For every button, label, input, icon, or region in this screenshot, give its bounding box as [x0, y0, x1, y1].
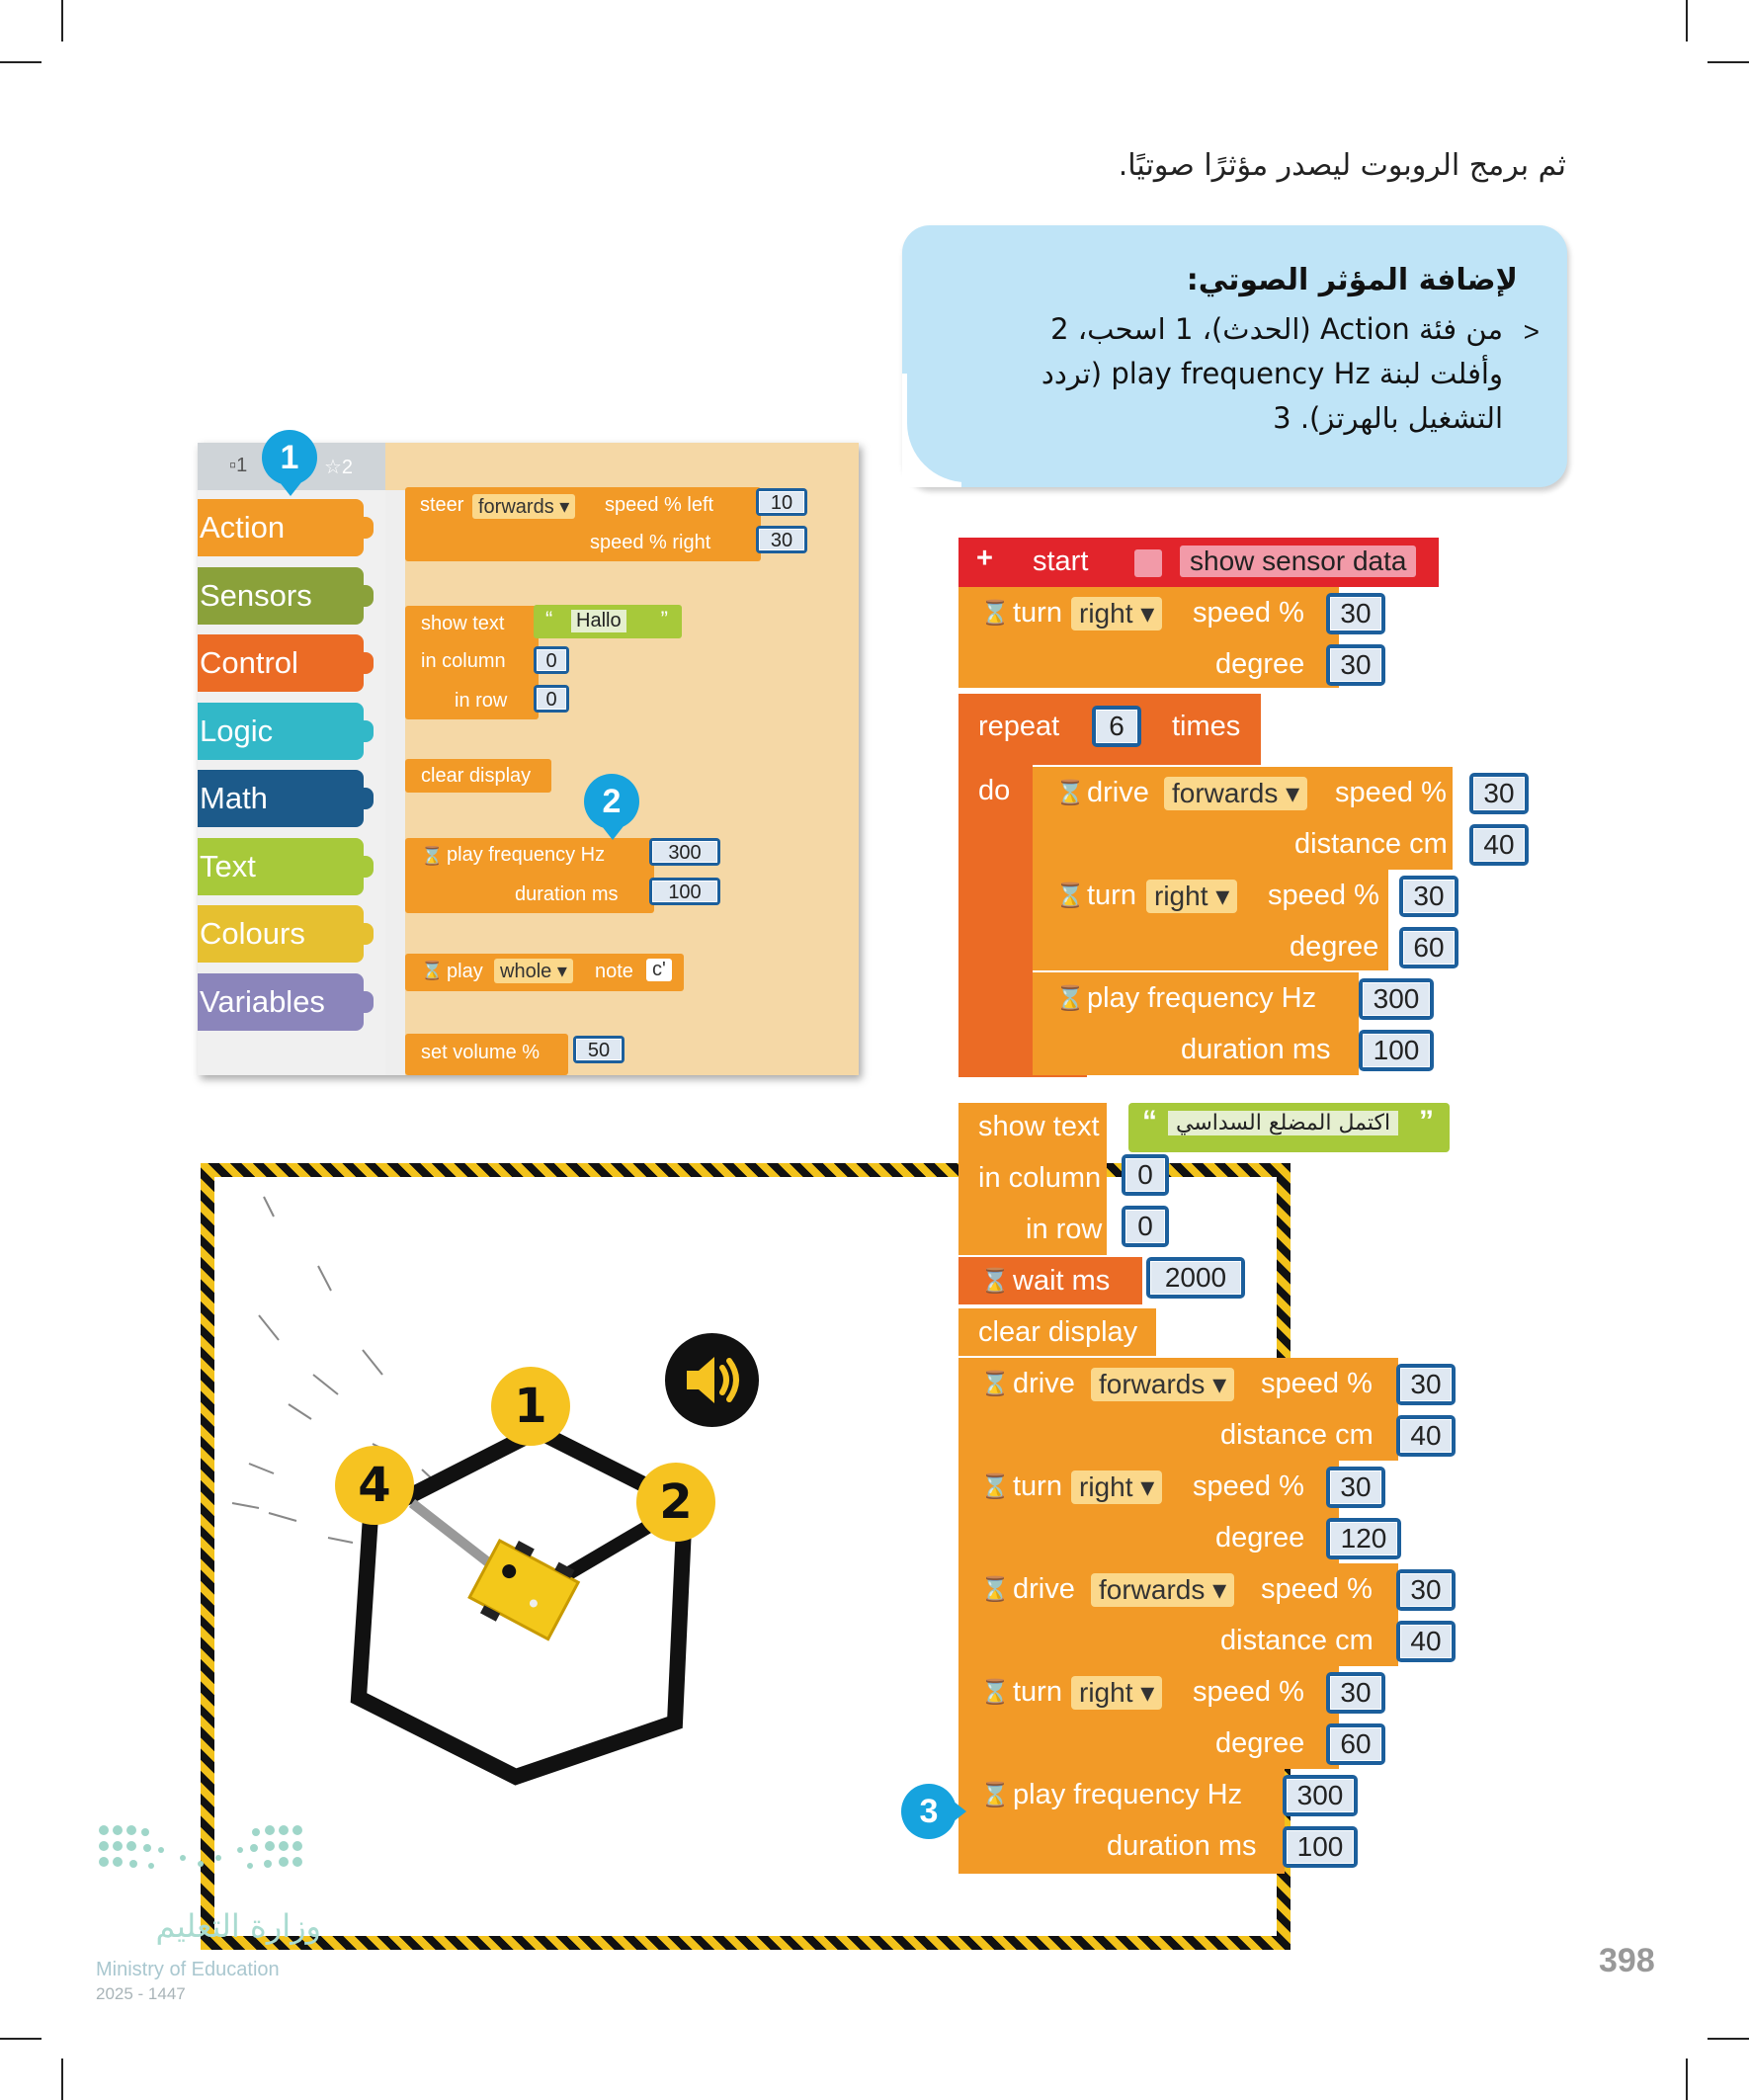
steer-direction-dropdown[interactable]: forwards ▾	[472, 494, 575, 519]
speed-right-label: speed % right	[590, 532, 711, 553]
page-number: 398	[1599, 1942, 1655, 1979]
callout-3: 3	[901, 1784, 957, 1839]
note-value[interactable]: c'	[646, 959, 672, 981]
duration-label: duration ms	[1107, 1830, 1257, 1862]
times-label: times	[1172, 711, 1241, 742]
do-label: do	[978, 775, 1011, 806]
category-logic[interactable]: Logic	[198, 703, 364, 760]
steer-label: steer	[420, 494, 464, 516]
turn-direction-dropdown[interactable]: right ▾	[1146, 880, 1237, 913]
show-text-label: show text	[978, 1111, 1100, 1142]
in-row-label: in row	[455, 690, 508, 712]
turn-label: turn	[1013, 1470, 1062, 1502]
ministry-year: 2025 - 1447	[96, 1984, 186, 2003]
hallo-string[interactable]: “ Hallo ”	[534, 605, 682, 638]
in-column-label: in column	[978, 1162, 1102, 1194]
turn-degree-value[interactable]: 30	[1326, 644, 1385, 686]
palette-tab-2[interactable]: ☆2	[324, 457, 354, 478]
set-volume-label: set volume %	[421, 1042, 541, 1063]
play-frequency-label: play frequency Hz	[447, 844, 606, 866]
turn-label: turn	[1087, 880, 1136, 911]
turn-direction-dropdown[interactable]: right ▾	[1071, 1676, 1162, 1710]
distance-label: distance cm	[1220, 1625, 1374, 1656]
turn-direction-dropdown[interactable]: right ▾	[1071, 1470, 1162, 1504]
category-colours[interactable]: Colours	[198, 905, 364, 963]
note-length-dropdown[interactable]: whole ▾	[494, 959, 573, 983]
ministry-dots-icon	[94, 1820, 311, 1880]
turn-label: turn	[1013, 1676, 1062, 1708]
row-value[interactable]: 0	[1122, 1206, 1169, 1247]
turn-speed-value[interactable]: 30	[1326, 1672, 1385, 1714]
speed-label: speed %	[1268, 880, 1379, 911]
tip-line-2: وأفلت لبنة play frequency Hz (تردد	[1041, 357, 1503, 390]
in-row-label: in row	[1026, 1214, 1103, 1245]
drive-label: drive	[1013, 1573, 1075, 1605]
start-label: start	[1033, 546, 1089, 577]
drive-direction-dropdown[interactable]: forwards ▾	[1091, 1573, 1234, 1607]
sensor-checkbox[interactable]	[1134, 549, 1162, 577]
turn-degree-value[interactable]: 60	[1399, 927, 1458, 968]
repeat-label: repeat	[978, 711, 1060, 742]
callout-1: 1	[262, 430, 317, 485]
category-text[interactable]: Text	[198, 838, 364, 895]
column-value[interactable]: 0	[534, 646, 569, 674]
degree-label: degree	[1215, 648, 1305, 680]
repeat-count[interactable]: 6	[1092, 706, 1141, 747]
turn-speed-value[interactable]: 30	[1399, 876, 1458, 917]
speed-label: speed %	[1193, 1676, 1304, 1708]
drive-distance-value[interactable]: 40	[1396, 1415, 1456, 1457]
turn-label: turn	[1013, 597, 1062, 629]
speed-label: speed %	[1193, 597, 1304, 629]
vertex-4: 4	[335, 1446, 414, 1525]
degree-label: degree	[1290, 931, 1379, 963]
frequency-value[interactable]: 300	[1359, 978, 1434, 1020]
distance-label: distance cm	[1294, 828, 1448, 860]
drive-direction-dropdown[interactable]: forwards ▾	[1164, 777, 1307, 810]
palette-tab-1[interactable]: ▫1	[229, 455, 248, 476]
category-sensors[interactable]: Sensors	[198, 567, 364, 625]
duration-label: duration ms	[1181, 1034, 1331, 1065]
tip-title: لإضافة المؤثر الصوتي:	[1186, 263, 1518, 297]
turn-speed-value[interactable]: 30	[1326, 593, 1385, 634]
speed-label: speed %	[1261, 1368, 1373, 1399]
tip-box	[902, 225, 1567, 487]
speed-label: speed %	[1335, 777, 1447, 808]
wait-label: wait ms	[1013, 1265, 1111, 1297]
blocks-palette: ▫1 ☆2 Action Sensors Control Logic Math Text Colours Variables steer forwards ▾ speed % left speed % right 10 30 show text in column in row “ Hallo ” 0 0 clear display ⌛ play frequency Hz duration ms 300 100 ⌛ play whole ▾ note c' set volume % 50	[198, 443, 859, 1075]
clear-display-label: clear display	[978, 1316, 1138, 1348]
drive-speed-value[interactable]: 30	[1396, 1569, 1456, 1611]
note-label: note	[595, 961, 633, 982]
steer-right-value[interactable]: 30	[756, 526, 807, 553]
wait-value[interactable]: 2000	[1146, 1257, 1245, 1299]
category-variables[interactable]: Variables	[198, 973, 364, 1031]
ministry-arabic: وزارة التعليم	[155, 1907, 321, 1945]
duration-label: duration ms	[515, 883, 619, 905]
ministry-english: Ministry of Education	[96, 1959, 280, 1980]
duration-value[interactable]: 100	[1283, 1826, 1358, 1868]
play-frequency-label: play frequency Hz	[1013, 1779, 1243, 1810]
turn-degree-value[interactable]: 60	[1326, 1723, 1385, 1765]
speed-label: speed %	[1193, 1470, 1304, 1502]
category-control[interactable]: Control	[198, 634, 364, 692]
vertex-1: 1	[491, 1367, 570, 1446]
drive-speed-value[interactable]: 30	[1396, 1364, 1456, 1405]
hex-text-string[interactable]: “ اكتمل المضلع السداسي ”	[1128, 1103, 1450, 1152]
drive-distance-value[interactable]: 40	[1469, 824, 1529, 866]
show-text-label: show text	[421, 613, 505, 634]
turn-degree-value[interactable]: 120	[1326, 1518, 1401, 1559]
drive-label: drive	[1013, 1368, 1075, 1399]
program-workspace: + start show sensor data ⌛ turn right ▾ speed % degree 30 30 repeat 6 times do ⌛ drive forwards ▾ speed % distance cm 30 40 ⌛ turn right ▾ speed % degree 30 60 ⌛ play frequency Hz duration ms 300 100 show text in column in row “ اكتمل المضلع السداسي ” 0 0 ⌛ wait ms 2000 clear display ⌛ drive forwards ▾ speed % distance cm 30 40 ⌛ turn right ▾ speed % degree 30 120 ⌛ drive forwards ▾ speed % distance cm 30 40 ⌛ turn right ▾ speed % degree 30 60 ⌛ play frequency Hz duration ms 300 100	[958, 538, 1571, 1882]
steer-left-value[interactable]: 10	[756, 488, 807, 516]
callout-2: 2	[584, 774, 639, 829]
play-note-label: play	[447, 961, 483, 982]
play-frequency-label: play frequency Hz	[1087, 982, 1317, 1014]
drive-distance-value[interactable]: 40	[1396, 1621, 1456, 1662]
category-action[interactable]: Action	[198, 499, 364, 556]
category-math[interactable]: Math	[198, 770, 364, 827]
row-value[interactable]: 0	[534, 685, 569, 713]
tip-bullet: >	[1523, 316, 1540, 347]
turn-direction-dropdown[interactable]: right ▾	[1071, 597, 1162, 630]
in-column-label: in column	[421, 650, 506, 672]
drive-speed-value[interactable]: 30	[1469, 773, 1529, 814]
degree-label: degree	[1215, 1727, 1305, 1759]
drive-direction-dropdown[interactable]: forwards ▾	[1091, 1368, 1234, 1401]
vertex-2: 2	[636, 1463, 715, 1542]
column-value[interactable]: 0	[1122, 1154, 1169, 1196]
show-sensor-data-label: show sensor data	[1180, 546, 1416, 577]
intro-text: ثم برمج الروبوت ليصدر مؤثرًا صوتيًا.	[1118, 148, 1566, 183]
turn-speed-value[interactable]: 30	[1326, 1467, 1385, 1508]
tip-line-1: من فئة Action (الحدث)، 1 اسحب، 2	[1050, 312, 1503, 346]
frequency-value[interactable]: 300	[649, 838, 720, 866]
speed-left-label: speed % left	[605, 494, 714, 516]
clear-display-label[interactable]: clear display	[421, 765, 532, 787]
degree-label: degree	[1215, 1522, 1305, 1554]
drive-label: drive	[1087, 777, 1149, 808]
ministry-logo	[94, 1820, 331, 2003]
volume-value[interactable]: 50	[573, 1036, 625, 1063]
frequency-value[interactable]: 300	[1283, 1775, 1358, 1816]
speed-label: speed %	[1261, 1573, 1373, 1605]
distance-label: distance cm	[1220, 1419, 1374, 1451]
duration-value[interactable]: 100	[649, 878, 720, 905]
tip-line-3: التشغيل بالهرتز). 3	[1273, 401, 1503, 435]
duration-value[interactable]: 100	[1359, 1030, 1434, 1071]
speaker-icon	[665, 1333, 759, 1427]
